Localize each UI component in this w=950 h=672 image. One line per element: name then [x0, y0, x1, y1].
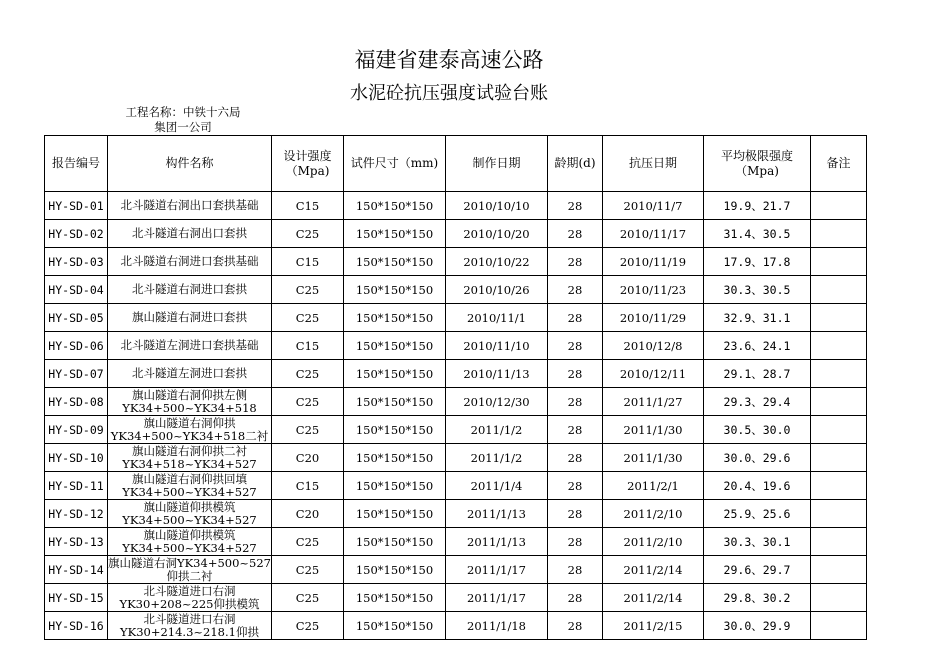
header-member-name: 构件名称	[108, 136, 272, 192]
cell-test-date: 2011/1/30	[603, 416, 704, 444]
cell-made-date: 2010/10/22	[446, 248, 548, 276]
cell-member-name-line2: YK34+500~YK34+518	[122, 400, 257, 415]
cell-age: 28	[548, 556, 603, 584]
cell-size: 150*150*150	[344, 360, 446, 388]
cell-report-no: HY-SD-13	[45, 528, 108, 556]
cell-strength: 30.5、30.0	[704, 416, 811, 444]
cell-age: 28	[548, 220, 603, 248]
cell-test-date: 2010/11/29	[603, 304, 704, 332]
cell-member-name-line1: 旗山隧道右洞仰拱	[143, 415, 236, 430]
cell-report-no: HY-SD-06	[45, 332, 108, 360]
cell-size: 150*150*150	[344, 416, 446, 444]
cell-strength: 29.8、30.2	[704, 584, 811, 612]
cell-remark	[811, 332, 867, 360]
cell-made-date: 2011/1/17	[446, 556, 548, 584]
cell-made-date: 2010/11/13	[446, 360, 548, 388]
cell-member-name	[108, 472, 272, 500]
cell-member-name	[108, 612, 272, 640]
cell-member-name-line1: 北斗隧道右洞出口套拱	[132, 226, 247, 240]
cell-size: 150*150*150	[344, 444, 446, 472]
cell-test-date: 2010/12/11	[603, 360, 704, 388]
table-row	[45, 248, 867, 276]
cell-test-date: 2011/2/1	[603, 472, 704, 500]
cell-grade: C15	[272, 248, 344, 276]
cell-age: 28	[548, 584, 603, 612]
cell-size: 150*150*150	[344, 500, 446, 528]
header-remarks: 备注	[811, 136, 867, 192]
cell-member-name	[108, 248, 272, 276]
cell-age: 28	[548, 332, 603, 360]
cell-grade: C20	[272, 444, 344, 472]
cell-remark	[811, 444, 867, 472]
table-row	[45, 556, 867, 584]
cell-grade: C15	[272, 332, 344, 360]
header-test-date: 抗压日期	[603, 136, 704, 192]
cell-test-date: 2011/2/10	[603, 500, 704, 528]
cell-member-name	[108, 528, 272, 556]
cell-test-date: 2010/11/19	[603, 248, 704, 276]
cell-member-name-line2: YK30+208~225仰拱模筑	[119, 596, 260, 611]
cell-member-name	[108, 584, 272, 612]
cell-strength: 30.3、30.1	[704, 528, 811, 556]
cell-made-date: 2010/10/20	[446, 220, 548, 248]
cell-member-name-line1: 北斗隧道右洞进口套拱	[132, 282, 247, 296]
table-row	[45, 220, 867, 248]
cell-member-name	[108, 304, 272, 332]
cell-remark	[811, 360, 867, 388]
cell-report-no: HY-SD-02	[45, 220, 108, 248]
page-title: 福建省建泰高速公路	[354, 48, 544, 72]
cell-age: 28	[548, 304, 603, 332]
cell-member-name-line1: 旗山隧道右洞仰拱左侧	[132, 387, 247, 402]
cell-strength: 29.3、29.4	[704, 388, 811, 416]
cell-age: 28	[548, 360, 603, 388]
table-row	[45, 584, 867, 612]
cell-report-no: HY-SD-05	[45, 304, 108, 332]
cell-age: 28	[548, 528, 603, 556]
cell-member-name-line1: 北斗隧道左洞进口套拱基础	[120, 338, 259, 352]
cell-made-date: 2011/1/13	[446, 500, 548, 528]
cell-member-name-line2: YK34+500~YK34+518二衬	[110, 428, 269, 443]
cell-test-date: 2010/11/23	[603, 276, 704, 304]
cell-report-no: HY-SD-08	[45, 388, 108, 416]
cell-remark	[811, 500, 867, 528]
cell-size: 150*150*150	[344, 276, 446, 304]
cell-made-date: 2011/1/18	[446, 612, 548, 640]
cell-strength: 30.3、30.5	[704, 276, 811, 304]
cell-strength: 30.0、29.6	[704, 444, 811, 472]
cell-report-no: HY-SD-11	[45, 472, 108, 500]
cell-made-date: 2011/1/13	[446, 528, 548, 556]
cell-member-name	[108, 556, 272, 584]
cell-grade: C25	[272, 276, 344, 304]
table-row	[45, 416, 867, 444]
cell-member-name	[108, 500, 272, 528]
cell-remark	[811, 584, 867, 612]
cell-remark	[811, 276, 867, 304]
table-row	[45, 388, 867, 416]
header-report-no: 报告编号	[45, 136, 108, 192]
cell-grade: C25	[272, 528, 344, 556]
cell-member-name-line2: 仰拱二衬	[166, 568, 213, 583]
cell-remark	[811, 388, 867, 416]
cell-member-name-line2: YK34+518~YK34+527	[122, 456, 257, 471]
cell-test-date: 2010/12/8	[603, 332, 704, 360]
cell-report-no: HY-SD-01	[45, 192, 108, 220]
cell-made-date: 2011/1/2	[446, 444, 548, 472]
table-row	[45, 276, 867, 304]
cell-report-no: HY-SD-07	[45, 360, 108, 388]
page-subtitle: 水泥砼抗压强度试验台账	[350, 83, 548, 104]
cell-size: 150*150*150	[344, 612, 446, 640]
table-row	[45, 528, 867, 556]
cell-member-name	[108, 388, 272, 416]
cell-size: 150*150*150	[344, 472, 446, 500]
cell-member-name-line2: YK34+500~YK34+527	[122, 484, 257, 499]
cell-test-date: 2011/2/14	[603, 556, 704, 584]
header-age: 龄期(d)	[548, 136, 603, 192]
cell-size: 150*150*150	[344, 192, 446, 220]
cell-member-name-line2: YK30+214.3~218.1仰拱	[120, 624, 259, 639]
cell-grade: C25	[272, 612, 344, 640]
cell-member-name	[108, 192, 272, 220]
cell-grade: C25	[272, 556, 344, 584]
cell-test-date: 2011/2/15	[603, 612, 704, 640]
cell-member-name-line1: 北斗隧道进口右洞	[143, 611, 236, 626]
cell-report-no: HY-SD-12	[45, 500, 108, 528]
cell-member-name-line2: YK34+500~YK34+527	[122, 512, 257, 527]
cell-report-no: HY-SD-10	[45, 444, 108, 472]
cell-test-date: 2011/1/27	[603, 388, 704, 416]
cell-report-no: HY-SD-03	[45, 248, 108, 276]
cell-made-date: 2011/1/4	[446, 472, 548, 500]
table-row	[45, 360, 867, 388]
project-name-line2: 集团一公司	[154, 120, 212, 134]
cell-strength: 30.0、29.9	[704, 612, 811, 640]
cell-made-date: 2011/1/17	[446, 584, 548, 612]
header-design-strength-line2: （Mpa)	[285, 163, 330, 178]
cell-made-date: 2010/11/10	[446, 332, 548, 360]
cell-report-no: HY-SD-09	[45, 416, 108, 444]
cell-grade: C25	[272, 388, 344, 416]
cell-size: 150*150*150	[344, 220, 446, 248]
cell-member-name-line1: 旗山隧道右洞YK34+500~527	[108, 555, 271, 570]
cell-remark	[811, 612, 867, 640]
cell-age: 28	[548, 500, 603, 528]
cell-member-name-line1: 北斗隧道进口右洞	[143, 583, 236, 598]
cell-remark	[811, 416, 867, 444]
project-name-line1: 工程名称：中铁十六局	[125, 105, 241, 119]
cell-strength: 25.9、25.6	[704, 500, 811, 528]
cell-grade: C15	[272, 472, 344, 500]
table-row	[45, 612, 867, 640]
cell-made-date: 2010/11/1	[446, 304, 548, 332]
cell-grade: C25	[272, 584, 344, 612]
cell-member-name	[108, 332, 272, 360]
cell-test-date: 2010/11/17	[603, 220, 704, 248]
cell-strength: 17.9、17.8	[704, 248, 811, 276]
cell-member-name	[108, 220, 272, 248]
cell-size: 150*150*150	[344, 584, 446, 612]
cell-size: 150*150*150	[344, 304, 446, 332]
cell-report-no: HY-SD-16	[45, 612, 108, 640]
header-row	[45, 136, 867, 192]
cell-report-no: HY-SD-14	[45, 556, 108, 584]
cell-age: 28	[548, 248, 603, 276]
cell-age: 28	[548, 612, 603, 640]
cell-member-name-line1: 旗山隧道右洞仰拱二衬	[132, 443, 247, 458]
cell-strength: 31.4、30.5	[704, 220, 811, 248]
cell-member-name-line1: 北斗隧道右洞出口套拱基础	[120, 198, 259, 212]
cell-made-date: 2010/12/30	[446, 388, 548, 416]
cell-member-name-line1: 旗山隧道仰拱模筑	[143, 527, 236, 542]
cell-size: 150*150*150	[344, 332, 446, 360]
cell-grade: C20	[272, 500, 344, 528]
cell-member-name-line1: 北斗隧道右洞进口套拱基础	[120, 254, 259, 268]
cell-remark	[811, 248, 867, 276]
header-avg-strength-line1: 平均极限强度	[720, 148, 793, 163]
cell-member-name	[108, 416, 272, 444]
cell-made-date: 2010/10/10	[446, 192, 548, 220]
table-row	[45, 444, 867, 472]
table-row	[45, 332, 867, 360]
cell-size: 150*150*150	[344, 556, 446, 584]
cell-member-name	[108, 276, 272, 304]
cell-remark	[811, 304, 867, 332]
cell-member-name-line1: 旗山隧道右洞进口套拱	[132, 310, 247, 324]
cell-grade: C25	[272, 416, 344, 444]
cell-age: 28	[548, 388, 603, 416]
header-made-date: 制作日期	[446, 136, 548, 192]
cell-member-name-line1: 旗山隧道右洞仰拱回填	[132, 471, 247, 486]
cell-grade: C15	[272, 192, 344, 220]
cell-age: 28	[548, 472, 603, 500]
cell-made-date: 2011/1/2	[446, 416, 548, 444]
cell-strength: 29.6、29.7	[704, 556, 811, 584]
header-design-strength-line1: 设计强度	[283, 148, 332, 163]
cell-grade: C25	[272, 304, 344, 332]
header-design-strength	[272, 136, 344, 192]
header-specimen-size: 试件尺寸（mm)	[344, 136, 446, 192]
table-row	[45, 472, 867, 500]
cell-member-name-line1: 北斗隧道左洞进口套拱	[132, 366, 247, 380]
table-row	[45, 304, 867, 332]
cell-member-name	[108, 360, 272, 388]
header-avg-strength-line2: （Mpa)	[735, 163, 779, 178]
cell-member-name-line1: 旗山隧道仰拱模筑	[143, 499, 236, 514]
cell-age: 28	[548, 444, 603, 472]
cell-grade: C25	[272, 360, 344, 388]
cell-strength: 32.9、31.1	[704, 304, 811, 332]
cell-report-no: HY-SD-15	[45, 584, 108, 612]
cell-test-date: 2011/1/30	[603, 444, 704, 472]
cell-member-name-line2: YK34+500~YK34+527	[122, 540, 257, 555]
cell-grade: C25	[272, 220, 344, 248]
cell-strength: 23.6、24.1	[704, 332, 811, 360]
cell-remark	[811, 556, 867, 584]
cell-age: 28	[548, 192, 603, 220]
table-row	[45, 192, 867, 220]
cell-size: 150*150*150	[344, 248, 446, 276]
strength-test-ledger-table	[44, 135, 867, 640]
cell-member-name	[108, 444, 272, 472]
cell-size: 150*150*150	[344, 528, 446, 556]
cell-age: 28	[548, 416, 603, 444]
cell-report-no: HY-SD-04	[45, 276, 108, 304]
cell-size: 150*150*150	[344, 388, 446, 416]
cell-remark	[811, 220, 867, 248]
cell-remark	[811, 192, 867, 220]
cell-strength: 29.1、28.7	[704, 360, 811, 388]
cell-test-date: 2011/2/10	[603, 528, 704, 556]
cell-age: 28	[548, 276, 603, 304]
cell-strength: 20.4、19.6	[704, 472, 811, 500]
cell-made-date: 2010/10/26	[446, 276, 548, 304]
cell-remark	[811, 472, 867, 500]
header-avg-strength	[704, 136, 811, 192]
table-row	[45, 500, 867, 528]
cell-strength: 19.9、21.7	[704, 192, 811, 220]
cell-remark	[811, 528, 867, 556]
cell-test-date: 2010/11/7	[603, 192, 704, 220]
cell-test-date: 2011/2/14	[603, 584, 704, 612]
project-name	[108, 105, 258, 135]
